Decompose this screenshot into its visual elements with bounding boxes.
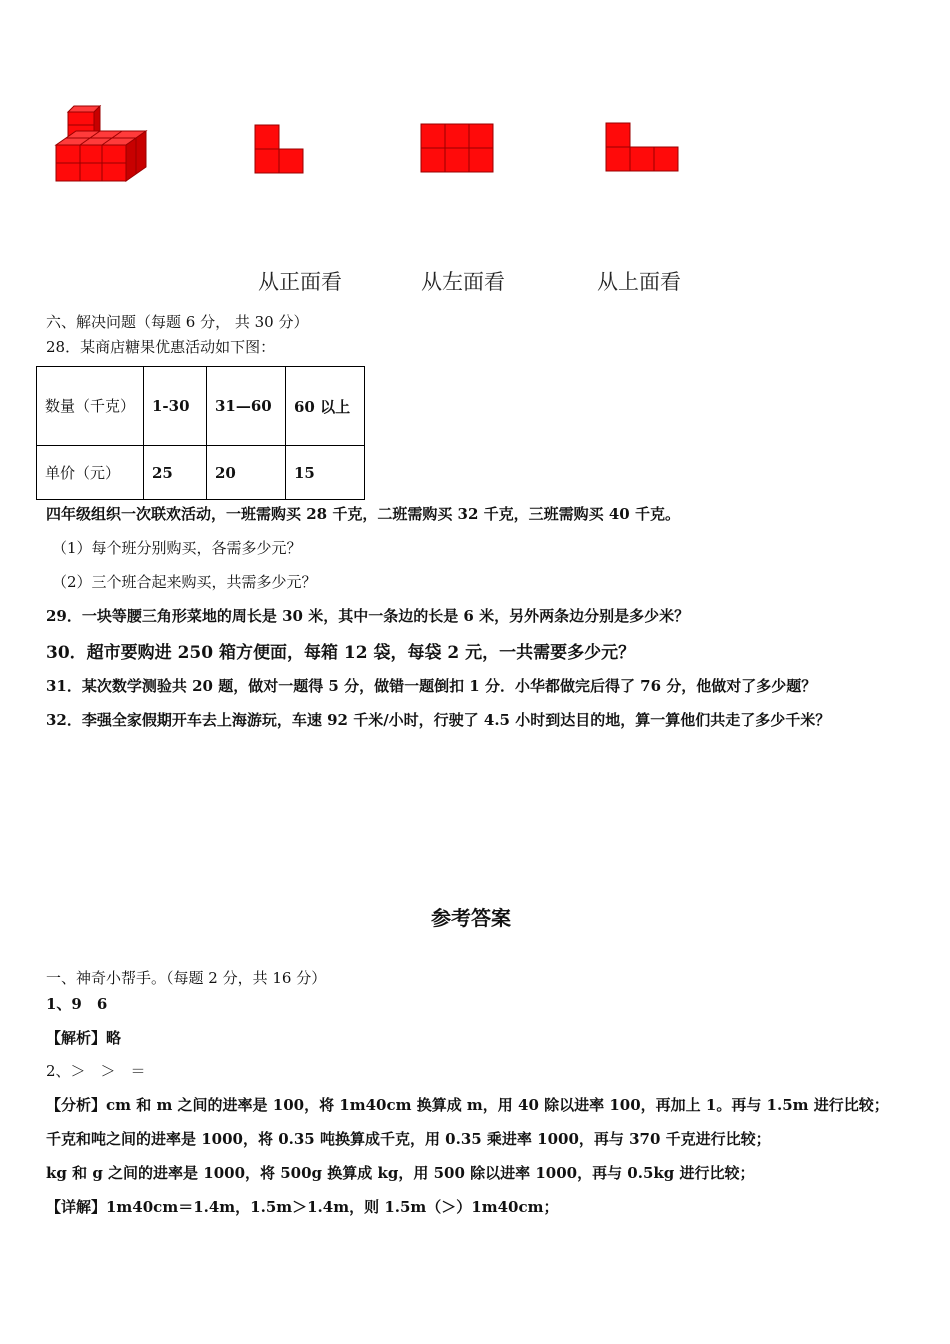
- table-cell: 20: [207, 446, 286, 500]
- section6-heading: 六、解决问题（每题 6 分， 共 30 分）: [46, 313, 309, 331]
- answer-2: 2、＞ ＞ ＝: [46, 1062, 146, 1080]
- q28-part2: （2）三个班合起来购买，共需多少元？: [52, 573, 317, 591]
- front-view-label: 从正面看: [258, 270, 342, 294]
- table-row: [37, 367, 365, 446]
- q29: 29．一块等腰三角形菜地的周长是 30 米，其中一条边的长是 6 米，另外两条边分别是多少米？: [46, 607, 690, 625]
- table-cell: 单价（元）: [37, 446, 144, 500]
- answer-2-analysis-1: 【分析】cm 和 m 之间的进率是 100，将 1m40cm 换算成 m，用 40 除以进率 100，再加上 1。再与 1.5m 进行比较；: [46, 1096, 889, 1114]
- table-header-cell: 31—60: [207, 367, 286, 446]
- top-view-label: 从上面看: [597, 270, 681, 294]
- answer-1-note: 【解析】略: [46, 1029, 122, 1047]
- table-header-cell: 1-30: [144, 367, 207, 446]
- q28-part1: （1）每个班分别购买，各需多少元？: [52, 539, 302, 557]
- answer-2-analysis-3: kg 和 g 之间的进率是 1000，将 500g 换算成 kg，用 500 除以进率 1000，再与 0.5kg 进行比较；: [46, 1164, 755, 1182]
- table-header-cell: 数量（千克）: [37, 367, 144, 446]
- table-header-cell: 60 以上: [286, 367, 365, 446]
- table-row: [37, 446, 365, 500]
- q28-context: 四年级组织一次联欢活动，一班需购买 28 千克，二班需购买 32 千克，三班需购买 40 千克。: [46, 505, 680, 523]
- left-view-label: 从左面看: [421, 270, 505, 294]
- answers-section1: 一、神奇小帮手。（每题 2 分，共 16 分）: [46, 969, 327, 987]
- q31: 31．某次数学测验共 20 题，做对一题得 5 分，做错一题倒扣 1 分．小华都做完后得了 76 分，他做对了多少题？: [46, 677, 817, 695]
- cube-solid-figure: [50, 105, 155, 187]
- answer-2-analysis-2: 千克和吨之间的进率是 1000，将 0.35 吨换算成千克，用 0.35 乘进率 1000，再与 370 千克进行比较；: [46, 1130, 771, 1148]
- price-table: [36, 366, 365, 500]
- q30: 30．超市要购进 250 箱方便面，每箱 12 袋，每袋 2 元，一共需要多少元？: [46, 643, 636, 663]
- q28-stem: 28．某商店糖果优惠活动如下图：: [46, 338, 276, 356]
- answers-title: 参考答案: [431, 906, 511, 930]
- left-view-figure: [420, 123, 496, 175]
- answer-1: 1、9 6: [46, 995, 108, 1013]
- top-view-figure: [605, 122, 681, 174]
- q32: 32．李强全家假期开车去上海游玩，车速 92 千米/小时，行驶了 4.5 小时到达目的地，算一算他们共走了多少千米？: [46, 711, 831, 729]
- answer-2-detail: 【详解】1m40cm＝1.4m，1.5m＞1.4m，则 1.5m（＞）1m40cm；: [46, 1198, 559, 1216]
- table-cell: 25: [144, 446, 207, 500]
- front-view-figure: [254, 124, 306, 176]
- table-cell: 15: [286, 446, 365, 500]
